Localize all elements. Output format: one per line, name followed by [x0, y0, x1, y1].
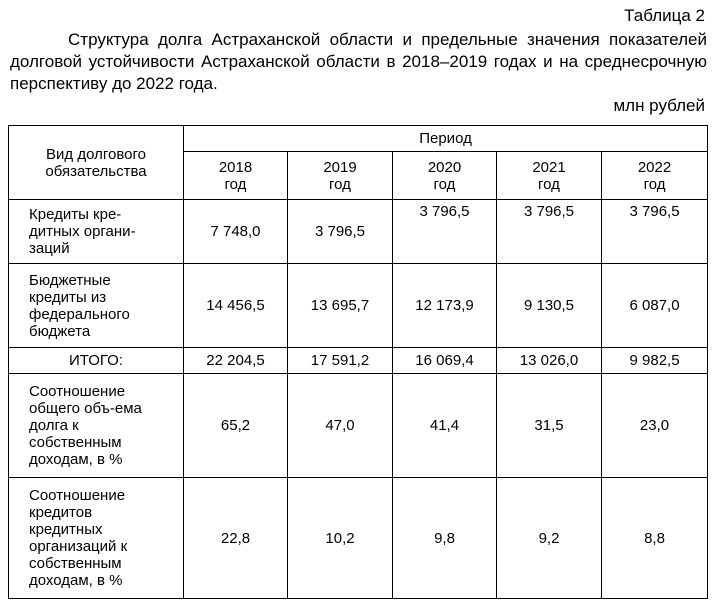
table-row [9, 264, 708, 348]
table-cell: 13 695,7 [288, 264, 393, 348]
table-cell: 9 130,5 [497, 264, 602, 348]
table-cell: 22 204,5 [184, 348, 288, 374]
year-header: 2019 год [288, 152, 393, 200]
row-label: Соотношение общего объ-ема долга к собственным доходам, в % [9, 374, 184, 478]
table-cell: 47,0 [288, 374, 393, 478]
table-cell: 3 796,5 [288, 200, 393, 264]
table-cell: 9,8 [393, 478, 497, 599]
debt-structure-table [8, 125, 708, 599]
table-cell: 17 591,2 [288, 348, 393, 374]
table-cell: 22,8 [184, 478, 288, 599]
table-cell: 13 026,0 [497, 348, 602, 374]
year-header: 2018 год [184, 152, 288, 200]
table-row-total [9, 348, 708, 374]
table-cell: 12 173,9 [393, 264, 497, 348]
table-cell: 3 796,5 [602, 200, 708, 264]
period-header: Период [184, 126, 708, 152]
units-label: млн рублей [613, 96, 705, 115]
table-cell: 6 087,0 [602, 264, 708, 348]
table-cell: 7 748,0 [184, 200, 288, 264]
table-cell: 23,0 [602, 374, 708, 478]
year-header: 2020 год [393, 152, 497, 200]
table-cell: 41,4 [393, 374, 497, 478]
year-header: 2021 год [497, 152, 602, 200]
table-caption: Структура долга Астраханской области и предельные значения показателей долговой устойчивости Астраханской области в 2018–2019 годах и на среднесрочную перспективу до 2022 года. [10, 30, 707, 93]
table-cell: 10,2 [288, 478, 393, 599]
table-row [9, 374, 708, 478]
table-cell: 3 796,5 [393, 200, 497, 264]
header-row-period [9, 126, 708, 152]
table-row [9, 200, 708, 264]
row-label: Бюджетные кредиты из федерального бюджета [9, 264, 184, 348]
row-label: Соотношение кредитов кредитных организаций к собственным доходам, в % [9, 478, 184, 599]
table-cell: 65,2 [184, 374, 288, 478]
table-cell: 31,5 [497, 374, 602, 478]
row-label: Кредиты кре-дитных органи-заций [9, 200, 184, 264]
table-cell: 3 796,5 [497, 200, 602, 264]
table-cell: 16 069,4 [393, 348, 497, 374]
table-row [9, 478, 708, 599]
table-number: Таблица 2 [624, 6, 705, 25]
row-label-total: ИТОГО: [9, 348, 184, 374]
table-cell: 14 456,5 [184, 264, 288, 348]
table-cell: 9 982,5 [602, 348, 708, 374]
table-cell: 8,8 [602, 478, 708, 599]
row-header-text: Вид долгового обязательства [45, 145, 147, 180]
year-header: 2022 год [602, 152, 708, 200]
row-header-cell [9, 126, 184, 200]
table-cell: 9,2 [497, 478, 602, 599]
